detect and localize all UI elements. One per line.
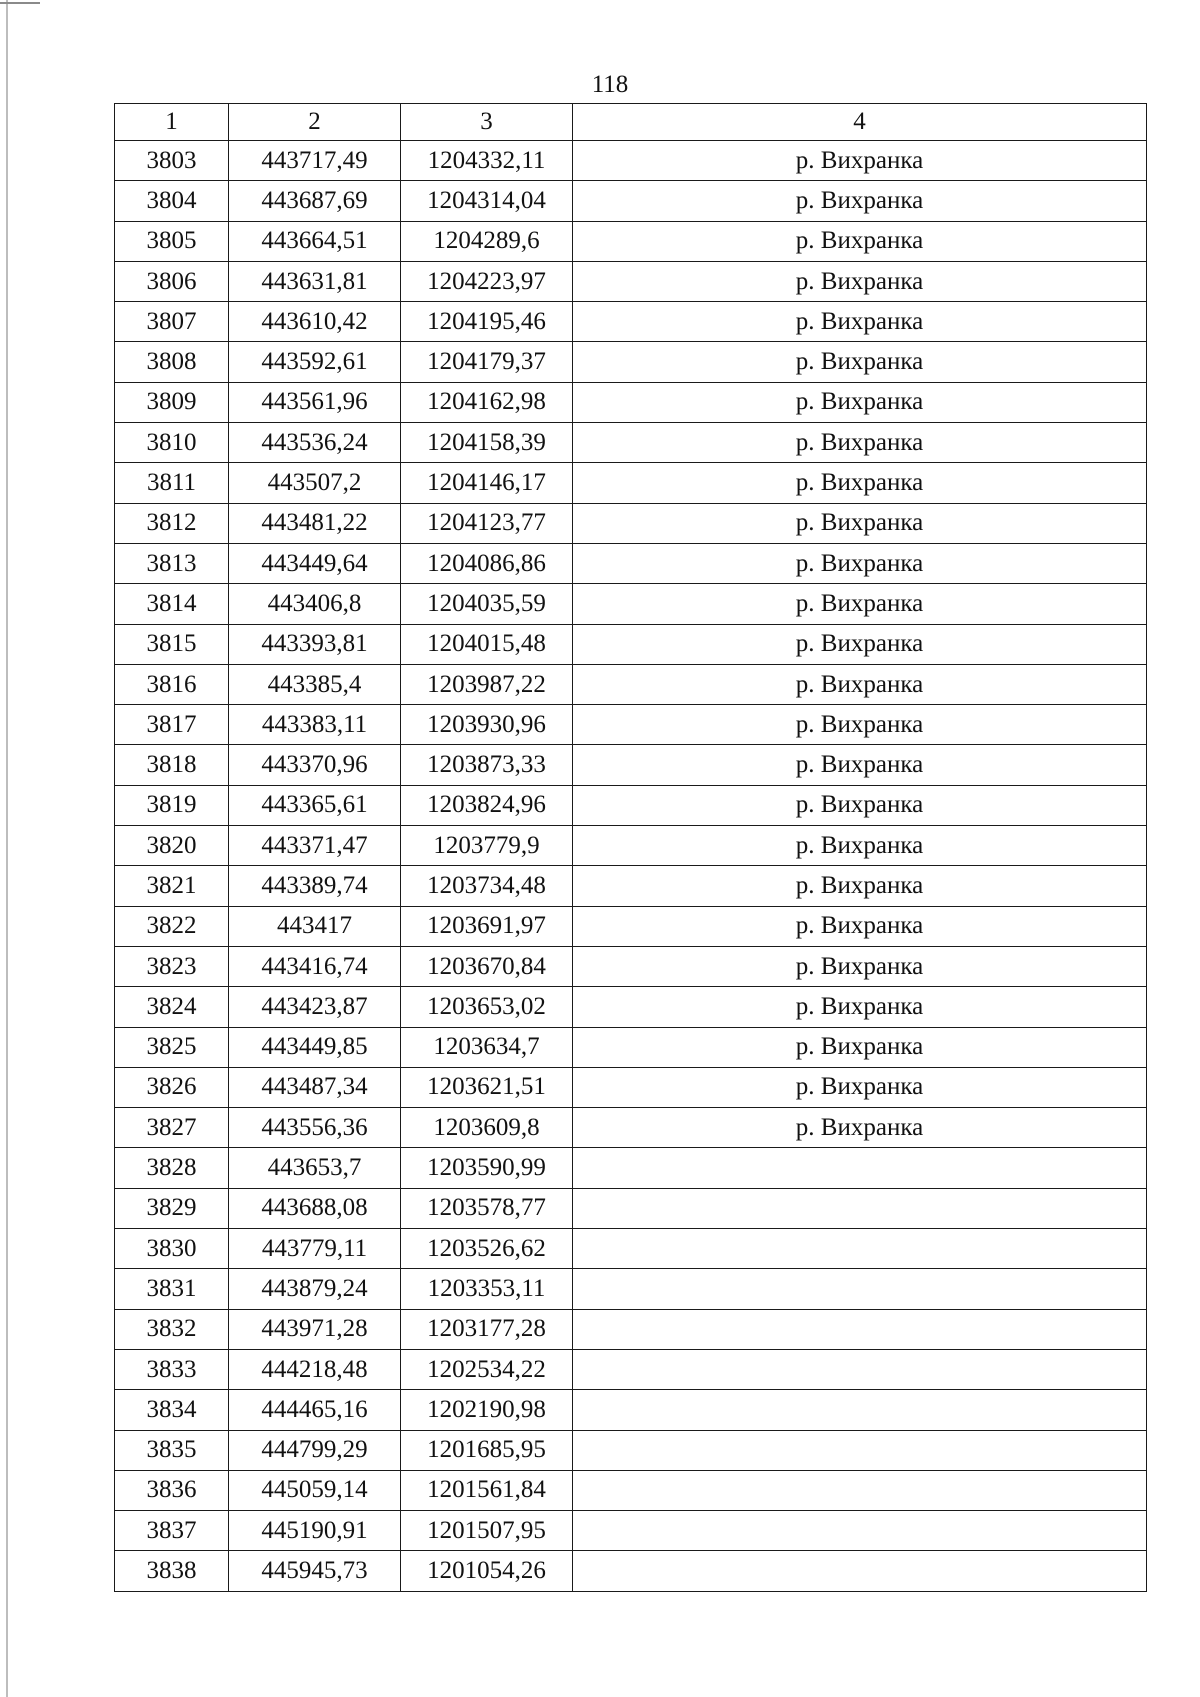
y-coordinate-cell: 1201685,95 — [401, 1430, 573, 1470]
column-header-1: 1 — [115, 104, 229, 141]
x-coordinate-cell: 443371,47 — [229, 826, 401, 866]
table-row — [115, 221, 1147, 261]
x-coordinate-cell: 443423,87 — [229, 987, 401, 1027]
description-cell: р. Вихранка — [573, 342, 1147, 382]
point-number-cell: 3803 — [115, 141, 229, 181]
y-coordinate-cell: 1201561,84 — [401, 1470, 573, 1510]
table-row — [115, 1430, 1147, 1470]
y-coordinate-cell: 1204223,97 — [401, 261, 573, 301]
x-coordinate-cell: 443688,08 — [229, 1188, 401, 1228]
description-cell: р. Вихранка — [573, 866, 1147, 906]
x-coordinate-cell: 443449,85 — [229, 1027, 401, 1067]
description-cell: р. Вихранка — [573, 826, 1147, 866]
description-cell: р. Вихранка — [573, 1108, 1147, 1148]
scan-edge-left — [6, 0, 8, 1697]
y-coordinate-cell: 1204195,46 — [401, 302, 573, 342]
point-number-cell: 3833 — [115, 1349, 229, 1389]
table-row — [115, 1551, 1147, 1591]
x-coordinate-cell: 443561,96 — [229, 382, 401, 422]
scan-edge-top — [0, 2, 40, 4]
y-coordinate-cell: 1202534,22 — [401, 1349, 573, 1389]
point-number-cell: 3818 — [115, 745, 229, 785]
x-coordinate-cell: 443664,51 — [229, 221, 401, 261]
table-row — [115, 705, 1147, 745]
point-number-cell: 3812 — [115, 503, 229, 543]
description-cell: р. Вихранка — [573, 785, 1147, 825]
y-coordinate-cell: 1202190,98 — [401, 1390, 573, 1430]
point-number-cell: 3838 — [115, 1551, 229, 1591]
description-cell: р. Вихранка — [573, 987, 1147, 1027]
coordinates-table — [114, 103, 1147, 1592]
y-coordinate-cell: 1203779,9 — [401, 826, 573, 866]
point-number-cell: 3832 — [115, 1309, 229, 1349]
column-header-3: 3 — [401, 104, 573, 141]
table-row — [115, 1229, 1147, 1269]
y-coordinate-cell: 1204035,59 — [401, 584, 573, 624]
x-coordinate-cell: 443717,49 — [229, 141, 401, 181]
y-coordinate-cell: 1203987,22 — [401, 664, 573, 704]
x-coordinate-cell: 443631,81 — [229, 261, 401, 301]
table-row — [115, 543, 1147, 583]
description-cell — [573, 1269, 1147, 1309]
point-number-cell: 3816 — [115, 664, 229, 704]
description-cell — [573, 1148, 1147, 1188]
table-row — [115, 624, 1147, 664]
point-number-cell: 3837 — [115, 1511, 229, 1551]
y-coordinate-cell: 1203824,96 — [401, 785, 573, 825]
y-coordinate-cell: 1203609,8 — [401, 1108, 573, 1148]
table-row — [115, 1349, 1147, 1389]
point-number-cell: 3829 — [115, 1188, 229, 1228]
table-row — [115, 1511, 1147, 1551]
table-row — [115, 141, 1147, 181]
column-header-4: 4 — [573, 104, 1147, 141]
point-number-cell: 3805 — [115, 221, 229, 261]
point-number-cell: 3819 — [115, 785, 229, 825]
point-number-cell: 3806 — [115, 261, 229, 301]
description-cell — [573, 1511, 1147, 1551]
table-row — [115, 181, 1147, 221]
header-row — [115, 104, 1147, 141]
y-coordinate-cell: 1203526,62 — [401, 1229, 573, 1269]
x-coordinate-cell: 443389,74 — [229, 866, 401, 906]
description-cell: р. Вихранка — [573, 705, 1147, 745]
description-cell: р. Вихранка — [573, 221, 1147, 261]
x-coordinate-cell: 443879,24 — [229, 1269, 401, 1309]
table-row — [115, 261, 1147, 301]
x-coordinate-cell: 443487,34 — [229, 1067, 401, 1107]
point-number-cell: 3814 — [115, 584, 229, 624]
x-coordinate-cell: 444465,16 — [229, 1390, 401, 1430]
description-cell — [573, 1309, 1147, 1349]
x-coordinate-cell: 443653,7 — [229, 1148, 401, 1188]
table-row — [115, 826, 1147, 866]
table-row — [115, 382, 1147, 422]
description-cell: р. Вихранка — [573, 1027, 1147, 1067]
point-number-cell: 3830 — [115, 1229, 229, 1269]
y-coordinate-cell: 1204086,86 — [401, 543, 573, 583]
table-row — [115, 302, 1147, 342]
point-number-cell: 3821 — [115, 866, 229, 906]
x-coordinate-cell: 444799,29 — [229, 1430, 401, 1470]
x-coordinate-cell: 443687,69 — [229, 181, 401, 221]
table-row — [115, 1067, 1147, 1107]
description-cell: р. Вихранка — [573, 302, 1147, 342]
x-coordinate-cell: 443406,8 — [229, 584, 401, 624]
table-row — [115, 1108, 1147, 1148]
x-coordinate-cell: 443393,81 — [229, 624, 401, 664]
point-number-cell: 3828 — [115, 1148, 229, 1188]
point-number-cell: 3827 — [115, 1108, 229, 1148]
x-coordinate-cell: 443385,4 — [229, 664, 401, 704]
description-cell: р. Вихранка — [573, 181, 1147, 221]
point-number-cell: 3813 — [115, 543, 229, 583]
table-row — [115, 1309, 1147, 1349]
description-cell: р. Вихранка — [573, 745, 1147, 785]
x-coordinate-cell: 443971,28 — [229, 1309, 401, 1349]
table-row — [115, 906, 1147, 946]
point-number-cell: 3809 — [115, 382, 229, 422]
x-coordinate-cell: 445059,14 — [229, 1470, 401, 1510]
x-coordinate-cell: 443449,64 — [229, 543, 401, 583]
table-row — [115, 866, 1147, 906]
table-row — [115, 584, 1147, 624]
point-number-cell: 3826 — [115, 1067, 229, 1107]
x-coordinate-cell: 443556,36 — [229, 1108, 401, 1148]
point-number-cell: 3804 — [115, 181, 229, 221]
table-row — [115, 1269, 1147, 1309]
table-row — [115, 745, 1147, 785]
description-cell: р. Вихранка — [573, 141, 1147, 181]
x-coordinate-cell: 444218,48 — [229, 1349, 401, 1389]
description-cell: р. Вихранка — [573, 1067, 1147, 1107]
point-number-cell: 3817 — [115, 705, 229, 745]
y-coordinate-cell: 1203177,28 — [401, 1309, 573, 1349]
x-coordinate-cell: 443370,96 — [229, 745, 401, 785]
y-coordinate-cell: 1203691,97 — [401, 906, 573, 946]
table-row — [115, 785, 1147, 825]
table-row — [115, 1148, 1147, 1188]
description-cell — [573, 1470, 1147, 1510]
description-cell — [573, 1430, 1147, 1470]
point-number-cell: 3835 — [115, 1430, 229, 1470]
description-cell — [573, 1229, 1147, 1269]
description-cell: р. Вихранка — [573, 423, 1147, 463]
x-coordinate-cell: 445945,73 — [229, 1551, 401, 1591]
point-number-cell: 3808 — [115, 342, 229, 382]
point-number-cell: 3807 — [115, 302, 229, 342]
y-coordinate-cell: 1201507,95 — [401, 1511, 573, 1551]
x-coordinate-cell: 445190,91 — [229, 1511, 401, 1551]
y-coordinate-cell: 1204314,04 — [401, 181, 573, 221]
x-coordinate-cell: 443610,42 — [229, 302, 401, 342]
y-coordinate-cell: 1204162,98 — [401, 382, 573, 422]
description-cell: р. Вихранка — [573, 543, 1147, 583]
point-number-cell: 3831 — [115, 1269, 229, 1309]
description-cell — [573, 1188, 1147, 1228]
y-coordinate-cell: 1203670,84 — [401, 946, 573, 986]
description-cell: р. Вихранка — [573, 664, 1147, 704]
description-cell: р. Вихранка — [573, 946, 1147, 986]
table-row — [115, 342, 1147, 382]
point-number-cell: 3823 — [115, 946, 229, 986]
y-coordinate-cell: 1203590,99 — [401, 1148, 573, 1188]
point-number-cell: 3815 — [115, 624, 229, 664]
x-coordinate-cell: 443416,74 — [229, 946, 401, 986]
table-row — [115, 503, 1147, 543]
y-coordinate-cell: 1204179,37 — [401, 342, 573, 382]
y-coordinate-cell: 1203634,7 — [401, 1027, 573, 1067]
y-coordinate-cell: 1203653,02 — [401, 987, 573, 1027]
y-coordinate-cell: 1204146,17 — [401, 463, 573, 503]
description-cell — [573, 1349, 1147, 1389]
x-coordinate-cell: 443481,22 — [229, 503, 401, 543]
y-coordinate-cell: 1204332,11 — [401, 141, 573, 181]
y-coordinate-cell: 1203578,77 — [401, 1188, 573, 1228]
table-row — [115, 1188, 1147, 1228]
point-number-cell: 3836 — [115, 1470, 229, 1510]
x-coordinate-cell: 443779,11 — [229, 1229, 401, 1269]
page-number: 118 — [591, 71, 629, 98]
column-header-2: 2 — [229, 104, 401, 141]
y-coordinate-cell: 1203873,33 — [401, 745, 573, 785]
table-row — [115, 664, 1147, 704]
description-cell: р. Вихранка — [573, 584, 1147, 624]
table-row — [115, 946, 1147, 986]
y-coordinate-cell: 1201054,26 — [401, 1551, 573, 1591]
y-coordinate-cell: 1204015,48 — [401, 624, 573, 664]
description-cell: р. Вихранка — [573, 624, 1147, 664]
point-number-cell: 3810 — [115, 423, 229, 463]
y-coordinate-cell: 1203621,51 — [401, 1067, 573, 1107]
point-number-cell: 3825 — [115, 1027, 229, 1067]
table-row — [115, 1390, 1147, 1430]
description-cell: р. Вихранка — [573, 261, 1147, 301]
description-cell — [573, 1390, 1147, 1430]
description-cell — [573, 1551, 1147, 1591]
table-body — [115, 141, 1147, 1592]
y-coordinate-cell: 1203353,11 — [401, 1269, 573, 1309]
point-number-cell: 3824 — [115, 987, 229, 1027]
point-number-cell: 3822 — [115, 906, 229, 946]
table-row — [115, 1027, 1147, 1067]
table-row — [115, 987, 1147, 1027]
x-coordinate-cell: 443592,61 — [229, 342, 401, 382]
table-row — [115, 463, 1147, 503]
y-coordinate-cell: 1204158,39 — [401, 423, 573, 463]
y-coordinate-cell: 1204123,77 — [401, 503, 573, 543]
description-cell: р. Вихранка — [573, 503, 1147, 543]
table-row — [115, 1470, 1147, 1510]
x-coordinate-cell: 443536,24 — [229, 423, 401, 463]
y-coordinate-cell: 1203930,96 — [401, 705, 573, 745]
x-coordinate-cell: 443365,61 — [229, 785, 401, 825]
x-coordinate-cell: 443383,11 — [229, 705, 401, 745]
x-coordinate-cell: 443507,2 — [229, 463, 401, 503]
x-coordinate-cell: 443417 — [229, 906, 401, 946]
table-row — [115, 423, 1147, 463]
description-cell: р. Вихранка — [573, 906, 1147, 946]
y-coordinate-cell: 1204289,6 — [401, 221, 573, 261]
point-number-cell: 3834 — [115, 1390, 229, 1430]
y-coordinate-cell: 1203734,48 — [401, 866, 573, 906]
point-number-cell: 3820 — [115, 826, 229, 866]
description-cell: р. Вихранка — [573, 382, 1147, 422]
description-cell: р. Вихранка — [573, 463, 1147, 503]
point-number-cell: 3811 — [115, 463, 229, 503]
